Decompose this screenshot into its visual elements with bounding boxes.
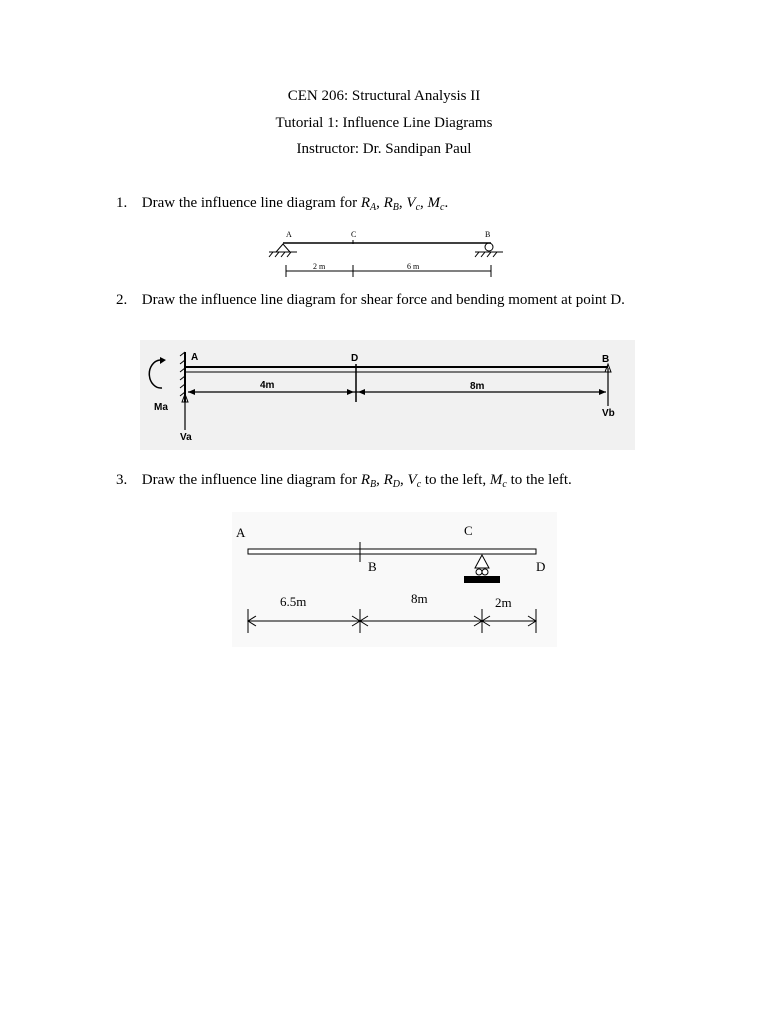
symbol-rb: $R_B$	[383, 195, 399, 213]
figure-background	[232, 512, 557, 647]
label-va: Va	[180, 432, 192, 443]
label-b: B	[368, 559, 377, 574]
pin-support-a	[269, 244, 297, 257]
figure-1-beam	[255, 225, 505, 280]
dim-6-5m: 6.5m	[280, 594, 307, 609]
beam	[248, 549, 536, 554]
question-text: Draw the influence line diagram for	[141, 195, 361, 211]
question-1: 1. Draw the influence line diagram for $R_A$, $R_B$, $V_c$, $M_c$.	[116, 195, 449, 213]
label-vb: Vb	[602, 408, 615, 419]
symbol-vc: $V_c$	[406, 195, 421, 213]
symbol-ra: $R_A$	[360, 195, 377, 213]
label-b: B	[485, 230, 491, 239]
question-number: 2.	[116, 292, 128, 308]
question-3: 3. Draw the influence line diagram for $R_B$, $R_D$, $V_c$ to the left, $M_c$ to the left.	[116, 472, 572, 490]
label-d: D	[351, 353, 359, 364]
symbol-vc: $V_c$	[407, 472, 422, 490]
figure-background	[140, 340, 635, 450]
label-d: D	[536, 559, 546, 574]
dim-8m: 8m	[470, 381, 485, 392]
course-title: CEN 206: Structural Analysis II	[287, 88, 481, 104]
figure-3-beam	[232, 512, 557, 647]
symbol-rd: $R_D$	[383, 472, 401, 490]
question-number: 1.	[116, 195, 128, 211]
symbol-mc: $M_c$	[489, 472, 507, 490]
instructor-name: Instructor: Dr. Sandipan Paul	[296, 141, 472, 157]
question-2	[116, 292, 625, 309]
label-a: A	[286, 230, 292, 239]
label-a: A	[236, 525, 246, 540]
tutorial-title: Tutorial 1: Influence Line Diagrams	[275, 115, 493, 131]
dim-6m: 6 m	[407, 262, 420, 271]
question-number: 3.	[116, 472, 128, 488]
question-text: Draw the influence line diagram for shear force and bending moment at point D.	[141, 292, 625, 308]
symbol-mc: $M_c$	[427, 195, 445, 213]
label-c: C	[464, 523, 473, 538]
label-a: A	[191, 352, 199, 363]
symbol-rb: $R_B$	[360, 472, 377, 490]
dim-8m: 8m	[411, 591, 428, 606]
question-text: Draw the influence line diagram for	[141, 472, 361, 488]
dim-2m: 2 m	[313, 262, 326, 271]
dim-2m: 2m	[495, 595, 512, 610]
label-ma: Ma	[154, 402, 168, 413]
dim-4m: 4m	[260, 380, 275, 391]
figure-2-cantilever	[140, 340, 635, 450]
roller-support-b	[475, 243, 503, 257]
label-c: C	[351, 230, 357, 239]
label-b: B	[602, 354, 610, 365]
